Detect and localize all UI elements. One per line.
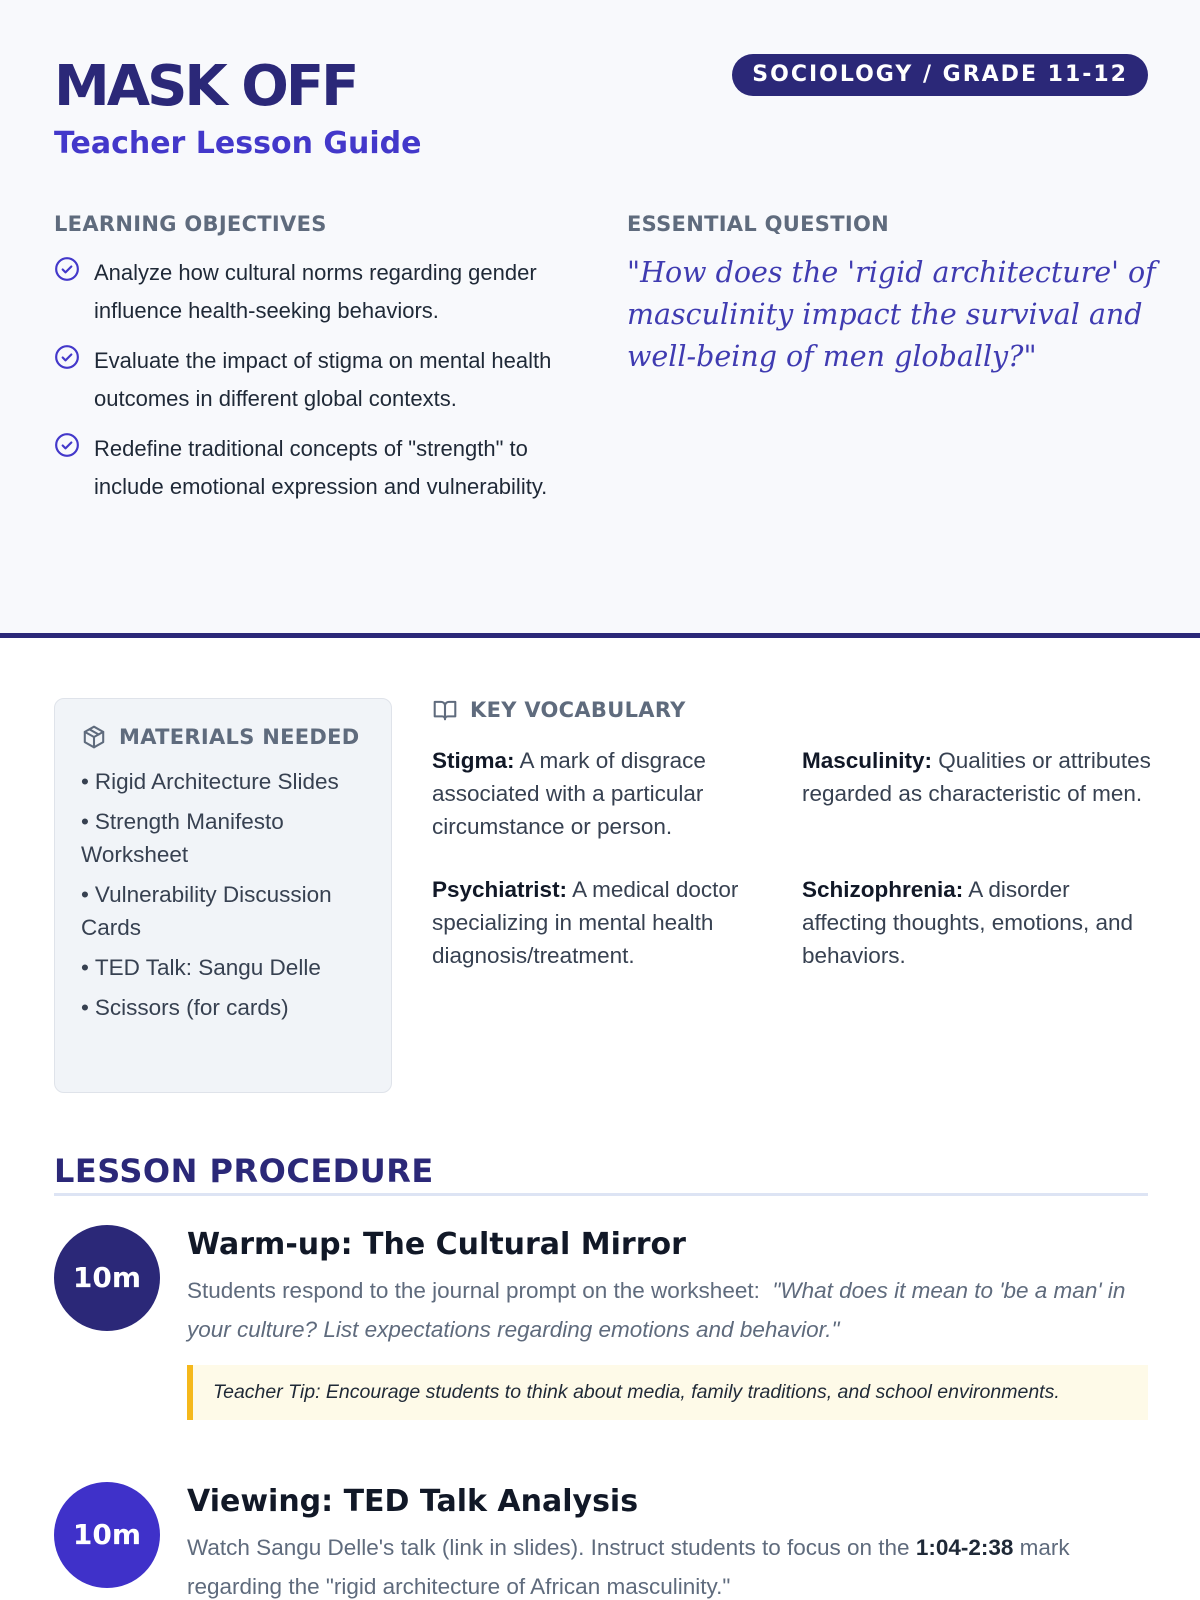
duration-badge: 10m: [54, 1482, 160, 1588]
step-heading: Viewing: TED Talk Analysis: [187, 1484, 639, 1519]
duration-badge: 10m: [54, 1225, 160, 1331]
objective-item: [54, 430, 584, 506]
vocab-term: Psychiatrist:: [432, 877, 568, 902]
vocab-definition: A disorder affecting thoughts, emotions, and behaviors.: [802, 877, 1134, 968]
objectives-list: [54, 254, 584, 518]
material-item: • TED Talk: Sangu Delle: [81, 955, 321, 980]
subject-grade-badge: SOCIOLOGY / GRADE 11-12: [732, 54, 1148, 96]
objective-text: Analyze how cultural norms regarding gender influence health-seeking behaviors.: [94, 260, 537, 323]
check-circle-icon: [54, 344, 80, 370]
materials-list: [81, 765, 365, 1024]
teacher-tip: Teacher Tip: Encourage students to think about media, family traditions, and school environments.: [187, 1365, 1148, 1420]
procedure-step: [54, 1482, 1148, 1600]
step-description: Watch Sangu Delle's talk (link in slides). Instruct students to focus on the 1:04-2:38 mark regarding the "rigid architecture of African masculinity.": [187, 1535, 1070, 1599]
box-icon: [81, 724, 107, 750]
materials-card: [54, 698, 392, 1093]
procedure-title: LESSON PROCEDURE: [54, 1152, 434, 1190]
vocab-definition: A mark of disgrace associated with a particular circumstance or person.: [432, 748, 706, 839]
header-section: [0, 0, 1200, 638]
vocabulary-header: [432, 696, 686, 724]
step-heading: Warm-up: The Cultural Mirror: [187, 1227, 686, 1262]
page-subtitle: Teacher Lesson Guide: [54, 126, 422, 161]
vocab-term: Schizophrenia:: [802, 877, 964, 902]
objective-text: Redefine traditional concepts of "strength" to include emotional expression and vulnerability.: [94, 436, 548, 499]
objective-item: [54, 254, 584, 330]
step-description: Students respond to the journal prompt on the worksheet: "What does it mean to 'be a man' in your culture? List expectations regarding emotions and behavior.": [187, 1278, 1126, 1342]
step-body: [187, 1482, 1148, 1600]
journal-prompt: "What does it mean to 'be a man' in your culture? List expectations regarding emotions and behavior.": [187, 1278, 1126, 1342]
vocabulary-label: KEY VOCABULARY: [470, 698, 686, 722]
vocab-item: [802, 873, 1152, 972]
objective-text: Evaluate the impact of stigma on mental health outcomes in different global contexts.: [94, 348, 552, 411]
vocab-item: [432, 744, 772, 843]
vocab-item: [432, 873, 772, 972]
material-item: • Strength Manifesto Worksheet: [81, 809, 284, 867]
objective-item: [54, 342, 584, 418]
vocabulary-grid: [432, 744, 1152, 972]
vocab-item: [802, 744, 1152, 843]
essential-question-label: ESSENTIAL QUESTION: [627, 212, 889, 236]
vocab-term: Masculinity:: [802, 748, 933, 773]
vocab-definition: A medical doctor specializing in mental health diagnosis/treatment.: [432, 877, 739, 968]
step-body: [187, 1225, 1148, 1420]
vocab-term: Stigma:: [432, 748, 515, 773]
material-item: • Vulnerability Discussion Cards: [81, 882, 332, 940]
procedure-step: [54, 1225, 1148, 1425]
vocab-definition: Qualities or attributes regarded as characteristic of men.: [802, 748, 1151, 806]
check-circle-icon: [54, 432, 80, 458]
page-title: MASK OFF: [54, 54, 357, 119]
materials-header: [81, 723, 365, 751]
essential-question-text: "How does the 'rigid architecture' of masculinity impact the survival and well-being of men globally?": [627, 256, 1156, 373]
procedure-divider: [54, 1193, 1148, 1196]
book-open-icon: [432, 697, 458, 723]
timestamp: 1:04-2:38: [915, 1535, 1014, 1560]
materials-label: MATERIALS NEEDED: [119, 725, 360, 749]
objectives-label: LEARNING OBJECTIVES: [54, 212, 327, 236]
check-circle-icon: [54, 256, 80, 282]
material-item: • Rigid Architecture Slides: [81, 769, 339, 794]
material-item: • Scissors (for cards): [81, 995, 289, 1020]
